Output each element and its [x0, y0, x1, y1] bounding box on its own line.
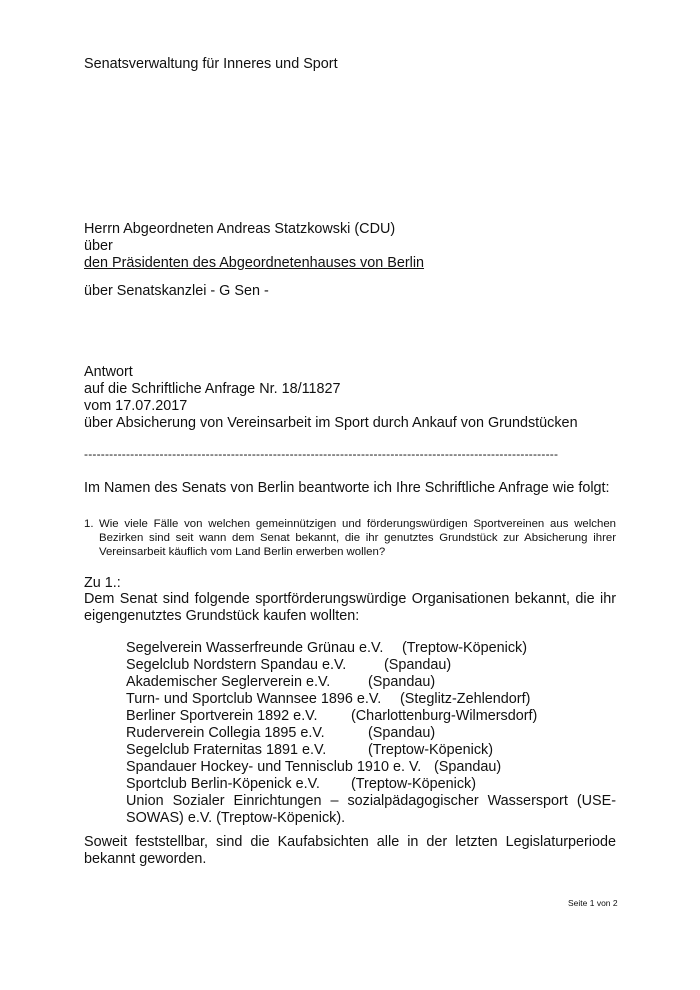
organization-district: (Charlottenburg-Wilmersdorf) [351, 708, 538, 724]
answer-heading: Zu 1.: [84, 575, 121, 591]
organization-district: (Spandau) [368, 725, 436, 741]
organization-name: Akademischer Seglerverein e.V. [126, 674, 331, 690]
organization-name: Sportclub Berlin-Köpenick e.V. [126, 776, 320, 792]
subject-inquiry-number: auf die Schriftliche Anfrage Nr. 18/11827 [84, 381, 341, 397]
recipient-block [84, 221, 424, 272]
recipient-president: den Präsidenten des Abgeordnetenhauses von Berlin [84, 255, 425, 271]
organization-name: Segelclub Fraternitas 1891 e.V. [126, 742, 327, 758]
organization-item [126, 725, 616, 742]
question-1 [84, 517, 616, 559]
organization-district: (Spandau) [368, 674, 436, 690]
question-number: 1. [84, 518, 94, 530]
intro-text: Im Namen des Senats von Berlin beantworte ich Ihre Schriftliche Anfrage wie folgt: [84, 480, 610, 496]
organization-item-union: Union Sozialer Einrichtungen – sozialpädagogischer Wassersport (USE-SOWAS) e.V. (Treptow-Köpenick). [126, 793, 616, 826]
organization-item [126, 776, 616, 793]
page-number: Seite 1 von 2 [568, 898, 618, 908]
organization-item [126, 657, 616, 674]
organization-name: Segelverein Wasserfreunde Grünau e.V. [126, 640, 384, 656]
organization-item [126, 691, 616, 708]
organization-name: Ruderverein Collegia 1895 e.V. [126, 725, 325, 741]
subject-answer: Antwort [84, 364, 133, 380]
separator-line: ----------------------------------------------------------------------------------------------------------------- [84, 447, 559, 461]
organization-item [126, 759, 616, 776]
answer-text: Dem Senat sind folgende sportförderungswürdige Organisationen bekannt, die ihr eigengenutztes Grundstück kaufen wollten: [84, 591, 616, 624]
organization-item [126, 742, 616, 759]
question-text: Wie viele Fälle von welchen gemeinnützigen und förderungswürdigen Sportvereinen aus welchen Bezirken sind seit wann dem Senat bekannt, die ihr genutztes Grundstück zur Absicherung ihrer Vereinsarbeit käuflich vom Land Berlin erwerben wollen? [99, 518, 616, 558]
recipient-name: Herrn Abgeordneten Andreas Statzkowski (CDU) [84, 221, 396, 237]
organization-item [126, 640, 616, 657]
organization-name: Segelclub Nordstern Spandau e.V. [126, 657, 347, 673]
organization-district: (Treptow-Köpenick) [368, 742, 494, 758]
subject-date: vom 17.07.2017 [84, 398, 188, 414]
organization-list [126, 640, 616, 827]
organization-item [126, 674, 616, 691]
subject-block [84, 364, 578, 432]
organization-district: (Treptow-Köpenick) [351, 776, 477, 792]
organization-district: (Treptow-Köpenick) [402, 640, 528, 656]
subject-title: über Absicherung von Vereinsarbeit im Sport durch Ankauf von Grundstücken [84, 415, 578, 431]
sender-authority: Senatsverwaltung für Inneres und Sport [84, 56, 338, 72]
organization-item [126, 708, 616, 725]
organization-district: (Spandau) [434, 759, 502, 775]
recipient-chancellery: über Senatskanzlei - G Sen - [84, 283, 269, 299]
organization-district: (Steglitz-Zehlendorf) [400, 691, 531, 707]
organization-name: Turn- und Sportclub Wannsee 1896 e.V. [126, 691, 382, 707]
recipient-via: über [84, 238, 113, 254]
organization-district: (Spandau) [384, 657, 452, 673]
closing-text: Soweit feststellbar, sind die Kaufabsichten alle in der letzten Legislaturperiode bekannt geworden. [84, 834, 616, 867]
organization-name: Berliner Sportverein 1892 e.V. [126, 708, 318, 724]
organization-name: Spandauer Hockey- und Tennisclub 1910 e. V. [126, 759, 422, 775]
